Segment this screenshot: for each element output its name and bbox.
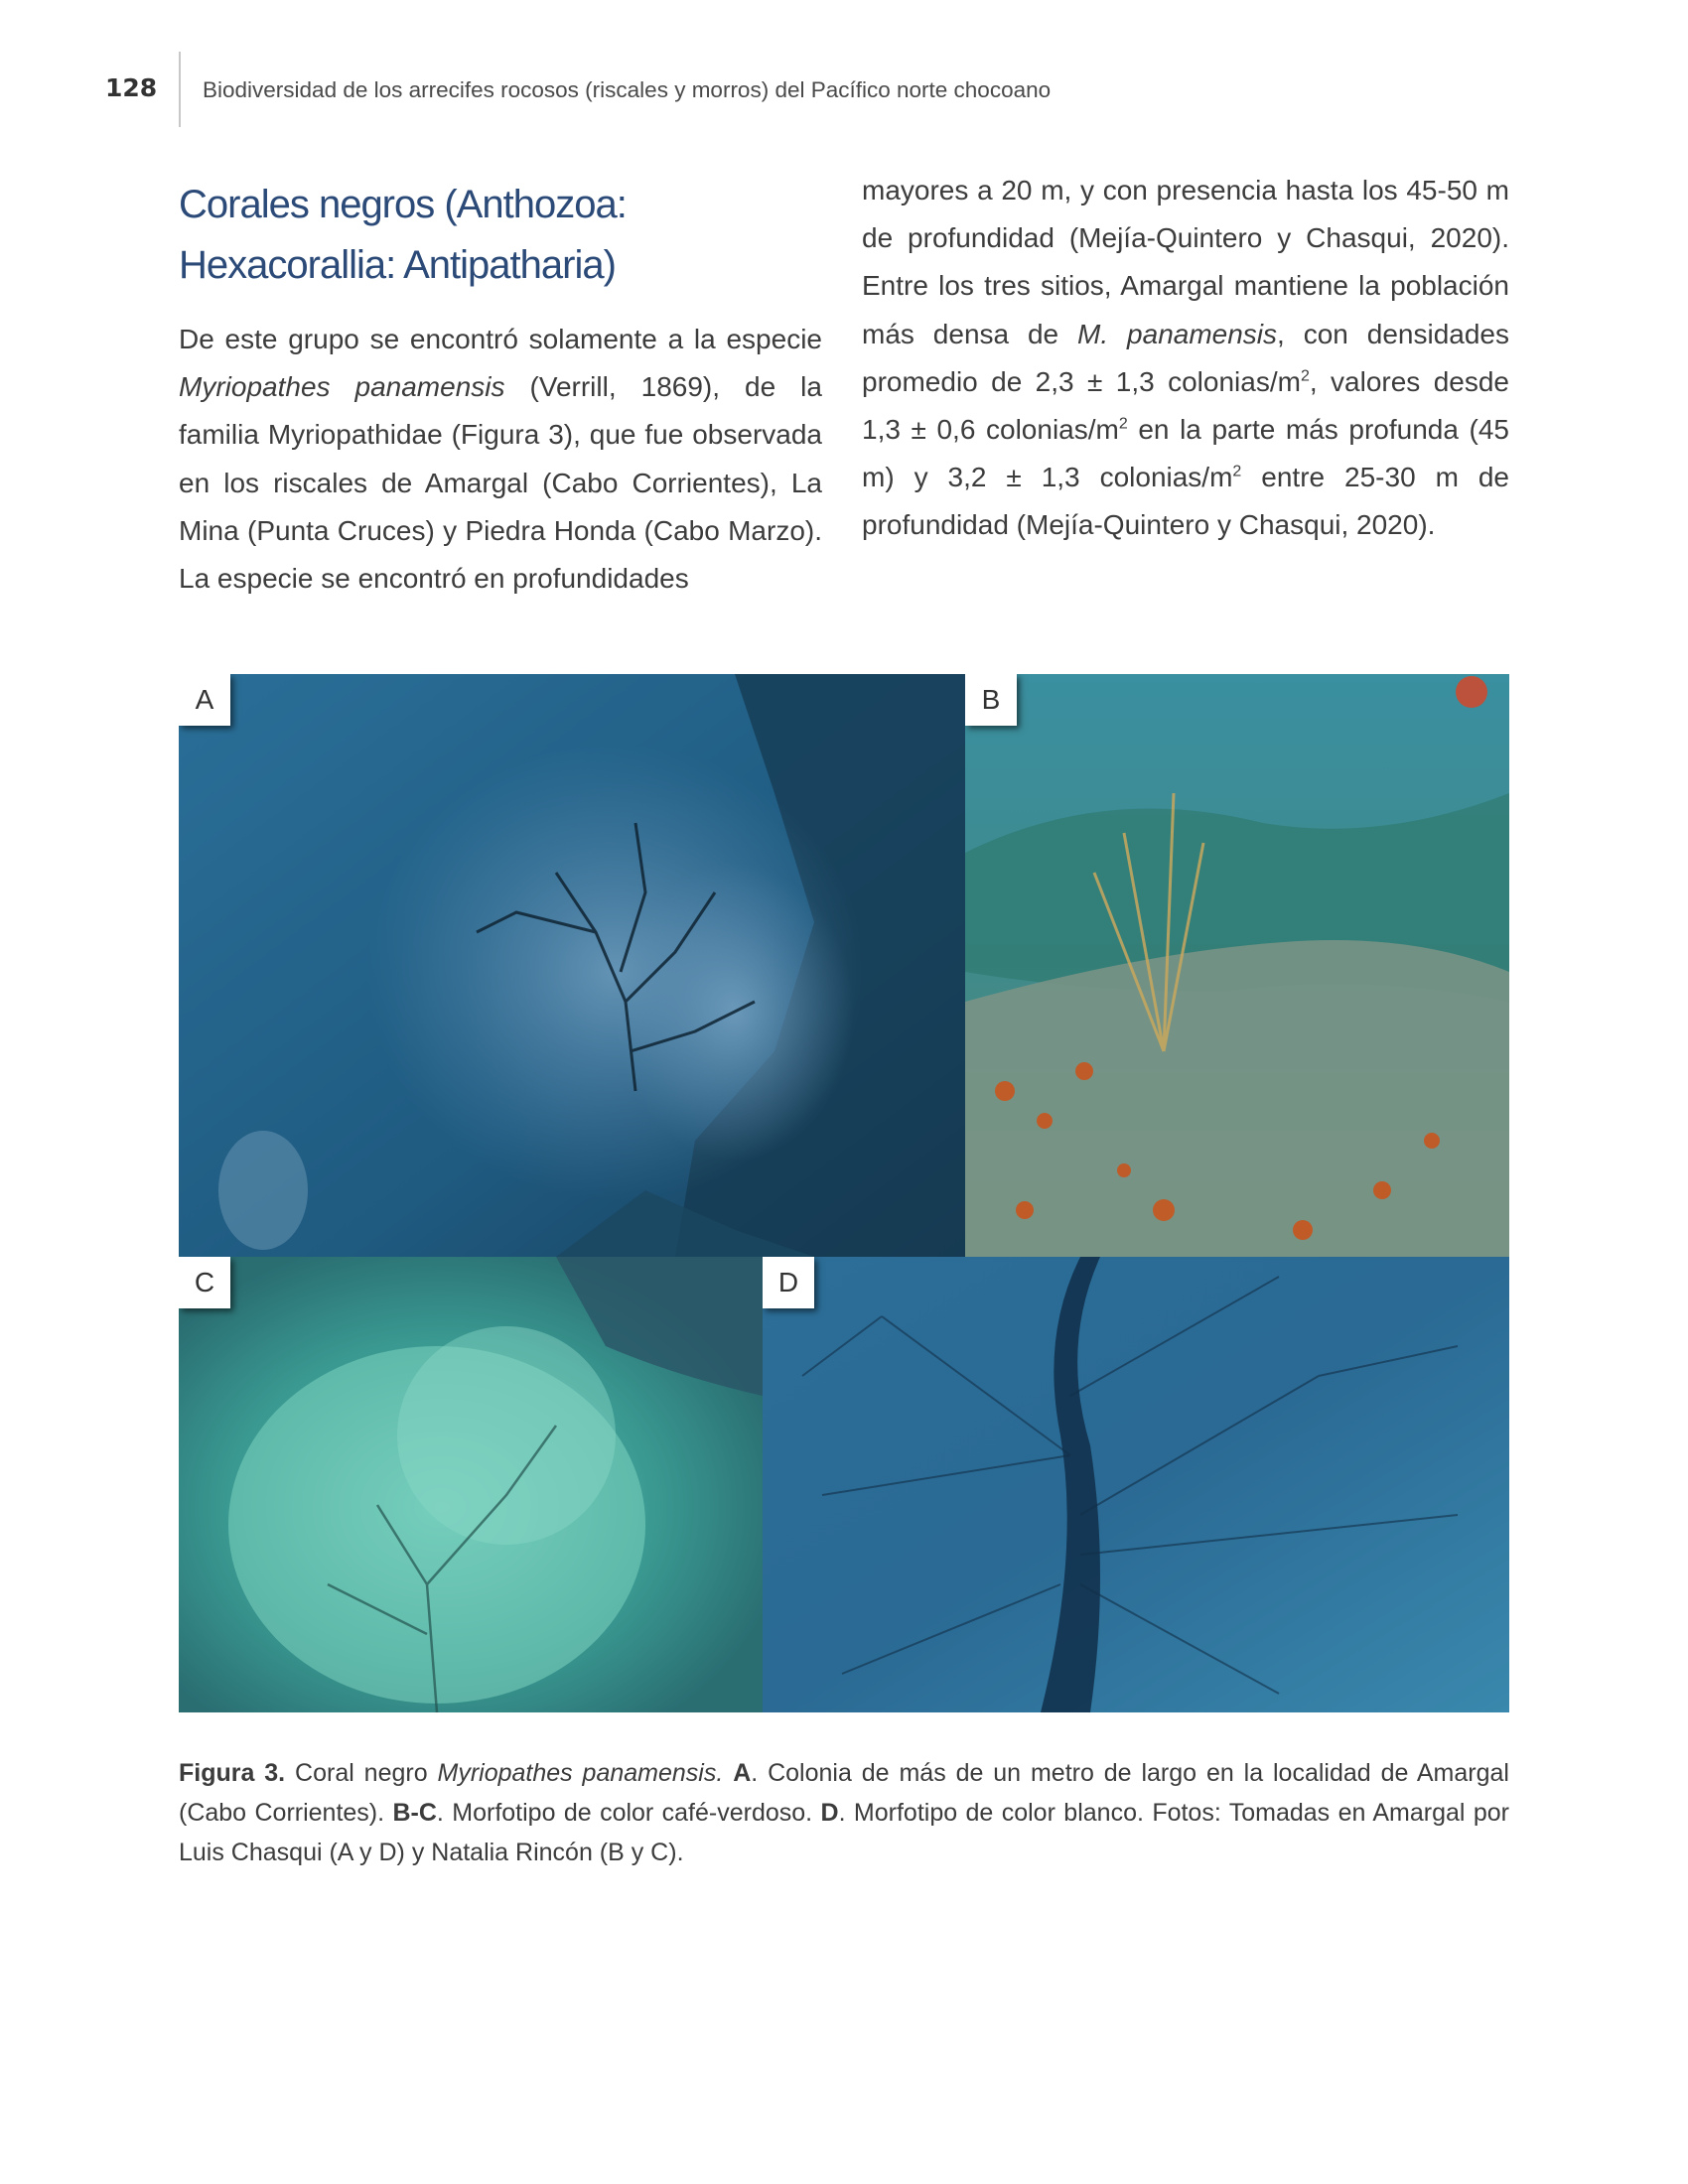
species-name: Myriopathes panamensis: [179, 371, 505, 403]
panel-label-d: D: [763, 1257, 814, 1308]
species-name-short: M. panamensis: [1077, 318, 1278, 349]
figure-caption: Figura 3. Coral negro Myriopathes panamensis. A. Colonia de más de un metro de largo en la localidad de Amargal (Cabo Corrientes). B-C. Morfotipo de color café-verdoso. D. Morfotipo de color blanco. Fotos: Tomadas en Amargal por Luis Chasqui (A y D) y Natalia Rincón (B y C).: [179, 1759, 1510, 1866]
photo-panel-a: [179, 674, 965, 1257]
photo-panel-b: [965, 674, 1509, 1257]
page-number: 128: [105, 73, 158, 102]
header-divider: [179, 52, 181, 127]
figure-3: [179, 674, 1509, 1712]
coral-photo-a: [179, 674, 965, 1257]
left-paragraph: De este grupo se encontró solamente a la especie Myriopathes panamensis (Verrill, 1869), de la familia Myriopathidae (Figura 3), que fue observada en los riscales de Amargal (Cabo Corrientes), La Mina (Punta Cruces) y Piedra Honda (Cabo Marzo). La especie se encontró en profundidades: [179, 324, 822, 595]
coral-photo-b: [965, 674, 1509, 1257]
coral-photo-c: [179, 1257, 763, 1712]
running-title: Biodiversidad de los arrecifes rocosos (riscales y morros) del Pacífico norte chocoano: [203, 77, 1052, 102]
right-paragraph: mayores a 20 m, y con presencia hasta los 45-50 m de profundidad (Mejía-Quintero y Chasqui, 2020). Entre los tres sitios, Amargal mantiene la población más densa de M. panamensis, con densidades promedio de 2,3 ± 1,3 colonias/$m^2$, valores desde 1,3 ± 0,6 colonias/$m^2$ en la parte más profunda (45 m) y 3,2 ± 1,3 colonias/$m^2$ entre 25-30 m de profundidad (Mejía-Quintero y Chasqui, 2020).: [862, 175, 1510, 541]
section-title: Corales negros (Anthozoa: Hexacorallia: Antipatharia): [179, 183, 627, 287]
panel-label-c: C: [179, 1257, 230, 1308]
caption-figure-label: Figura 3.: [179, 1759, 286, 1787]
coral-photo-d: [763, 1257, 1509, 1712]
photo-panel-d: [763, 1257, 1509, 1712]
panel-label-b: B: [965, 674, 1017, 726]
photo-panel-c: [179, 1257, 763, 1712]
panel-label-a: A: [179, 674, 230, 726]
